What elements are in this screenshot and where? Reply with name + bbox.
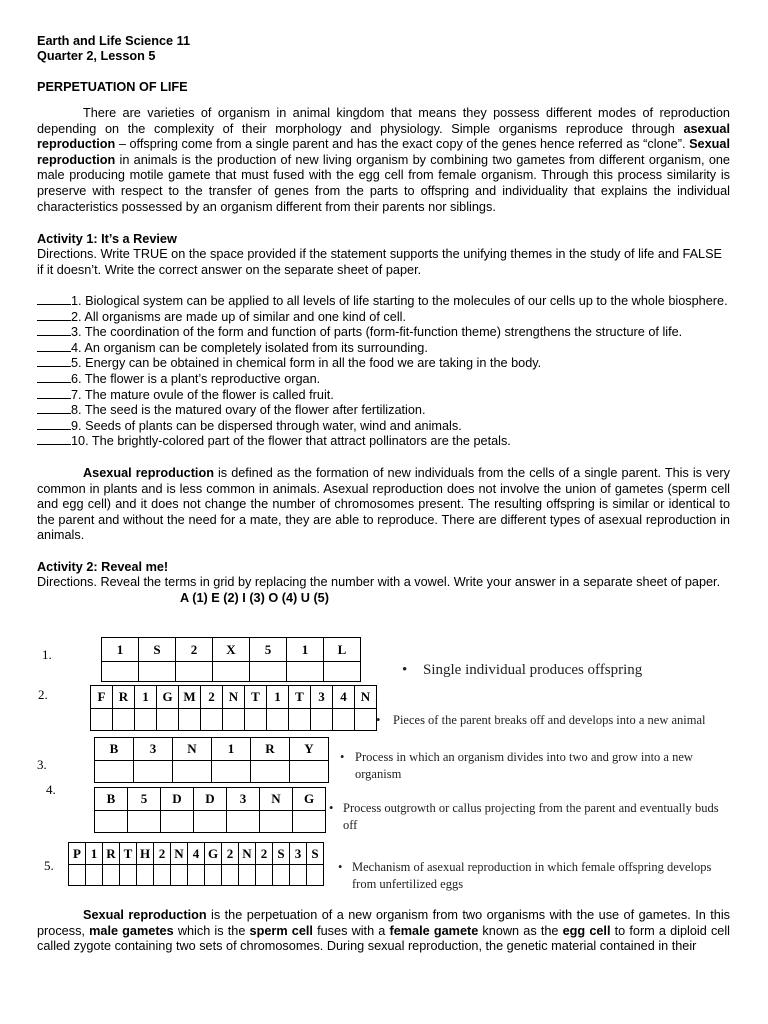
grid-letter-cell: 2	[201, 686, 223, 709]
list-item: 4. An organism can be completely isolated from its surrounding.	[37, 340, 737, 357]
grid-answer-cell[interactable]	[201, 709, 223, 731]
grid-answer-cell[interactable]	[102, 662, 139, 682]
grid-letter-cell: T	[289, 686, 311, 709]
grid-answer-cell[interactable]	[333, 709, 355, 731]
letter-grid-2	[90, 685, 377, 731]
answer-blank[interactable]	[37, 418, 71, 430]
activity2-directions: Directions. Reveal the terms in grid by replacing the number with a vowel. Write your answer in a separate sheet of paper.	[37, 575, 721, 589]
asexual-paragraph	[37, 466, 730, 544]
bullet-icon: •	[338, 860, 343, 874]
bullet-icon: •	[340, 750, 345, 764]
grid-answer-cell[interactable]	[250, 662, 287, 682]
grid-letter-cell: 3	[311, 686, 333, 709]
grid-letter-cell: S	[139, 638, 176, 662]
grid-answer-row	[69, 865, 324, 886]
quarter-heading: Quarter 2, Lesson 5	[37, 49, 156, 63]
list-item: 6. The flower is a plant’s reproductive organ.	[37, 371, 737, 388]
grid-answer-cell[interactable]	[194, 811, 227, 833]
grid-letter-cell: S	[273, 843, 290, 865]
grid-letter-cell: G	[205, 843, 222, 865]
answer-blank[interactable]	[37, 324, 71, 336]
definition-3: • Process in which an organism divides into two and grow into a new organism	[340, 750, 693, 781]
grid-letter-cell: T	[120, 843, 137, 865]
grid-answer-cell[interactable]	[213, 662, 250, 682]
bullet-icon: •	[376, 713, 381, 727]
grid-answer-cell[interactable]	[139, 662, 176, 682]
grid-letter-cell: 4	[188, 843, 205, 865]
grid-letter-cell: R	[103, 843, 120, 865]
grid-letter-cell: B	[95, 738, 134, 761]
grid-answer-cell[interactable]	[273, 865, 290, 886]
grid-answer-cell[interactable]	[307, 865, 324, 886]
grid-letter-cell: X	[213, 638, 250, 662]
grid-answer-row	[91, 709, 377, 731]
grid-letter-cell: 1	[86, 843, 103, 865]
grid-letter-cell: 2	[222, 843, 239, 865]
letter-grid-1	[101, 637, 361, 682]
grid-answer-cell[interactable]	[120, 865, 137, 886]
grid-letter-cell: 4	[333, 686, 355, 709]
grid-letter-cell: R	[251, 738, 290, 761]
definition-1: • Single individual produces offspring	[402, 662, 643, 678]
grid-answer-cell[interactable]	[69, 865, 86, 886]
grid-letter-cell: H	[137, 843, 154, 865]
asexual-bold: Asexual reproduction	[83, 466, 214, 480]
grid-answer-cell[interactable]	[293, 811, 326, 833]
grid-letter-cell: P	[69, 843, 86, 865]
list-item: 1. Biological system can be applied to all levels of life starting to the molecules of our cells up to the whole biosphere.	[37, 293, 737, 310]
list-item: 5. Energy can be obtained in chemical form in all the food we are taking in the body.	[37, 355, 737, 372]
definition-2: • Pieces of the parent breaks off and develops into a new animal	[376, 713, 706, 727]
grid-letter-cell: N	[355, 686, 377, 709]
grid-letter-cell: 3	[227, 788, 260, 811]
grid-letter-cell: 5	[128, 788, 161, 811]
grid-answer-row	[102, 662, 361, 682]
asexual-text: is defined as the formation of new individuals from the cells of a single parent. This is very common in plants and is less common in animals. Asexual reproduction does not involve the union of gametes (sperm cell and egg cell) and it does not change the number of chromosomes present. The resulting offspring is similar or identical to the parent and without the need for a mate, they are able to reproduce. There are different types of asexual reproduction in animals.	[37, 466, 731, 543]
grid-letter-cell: 2	[256, 843, 273, 865]
intro-text-3: in animals is the production of new living organism by combining two gametes from different organism, one male producing motile gamete that must fused with the egg cell from female organism. Through this process similarity is preserve with respect to the transfer of genes from the parts to offspring and individuality that explains the individual characteristics possessed by an organism different from their parents nor siblings.	[37, 152, 730, 214]
grid-letter-cell: G	[293, 788, 326, 811]
grid-answer-cell[interactable]	[91, 709, 113, 731]
grid-letter-cell: 1	[212, 738, 251, 761]
grid-answer-cell[interactable]	[205, 865, 222, 886]
subject-heading: Earth and Life Science 11	[37, 34, 191, 48]
grid-answer-cell[interactable]	[135, 709, 157, 731]
grid-answer-cell[interactable]	[355, 709, 377, 731]
grid-letter-cell: 1	[135, 686, 157, 709]
grid-letter-cell: N	[171, 843, 188, 865]
grid-answer-cell[interactable]	[113, 709, 135, 731]
puzzle-number: 2.	[38, 687, 48, 702]
grid-answer-cell[interactable]	[290, 865, 307, 886]
list-item: 9. Seeds of plants can be dispersed through water, wind and animals.	[37, 418, 737, 435]
grid-letter-row	[102, 638, 361, 662]
lesson-title: PERPETUATION OF LIFE	[37, 80, 188, 94]
grid-letter-cell: N	[260, 788, 293, 811]
grid-letter-cell: G	[157, 686, 179, 709]
activity1-title: Activity 1: It’s a Review	[37, 232, 177, 246]
intro-bold-sexual: Sexual reproduction	[37, 137, 730, 167]
answer-blank[interactable]	[37, 402, 71, 414]
grid-answer-row	[95, 761, 329, 783]
grid-answer-cell[interactable]	[222, 865, 239, 886]
grid-letter-row	[95, 788, 326, 811]
grid-letter-cell: L	[324, 638, 361, 662]
intro-paragraph	[37, 106, 730, 215]
grid-letter-cell: F	[91, 686, 113, 709]
grid-answer-cell[interactable]	[245, 709, 267, 731]
letter-grid-4	[94, 787, 326, 833]
intro-text-1: There are varieties of organism in animal kingdom that means they possess different modes of reproduction depending on the complexity of their morphology and physiology. Simple organisms reproduce through	[37, 106, 730, 136]
grid-answer-cell[interactable]	[176, 662, 213, 682]
grid-answer-cell[interactable]	[86, 865, 103, 886]
grid-answer-cell[interactable]	[256, 865, 273, 886]
grid-answer-cell[interactable]	[290, 761, 329, 783]
grid-letter-cell: 2	[176, 638, 213, 662]
answer-blank[interactable]	[37, 340, 71, 352]
bullet-icon: •	[402, 662, 408, 678]
puzzle-number: 4.	[46, 782, 56, 797]
grid-answer-cell[interactable]	[260, 811, 293, 833]
grid-letter-cell: M	[179, 686, 201, 709]
grid-letter-cell: Y	[290, 738, 329, 761]
list-item: 10. The brightly-colored part of the flower that attract pollinators are the petals.	[37, 433, 737, 450]
grid-answer-cell[interactable]	[154, 865, 171, 886]
bullet-icon: •	[329, 801, 334, 815]
grid-answer-cell[interactable]	[128, 811, 161, 833]
grid-answer-cell[interactable]	[267, 709, 289, 731]
grid-answer-cell[interactable]	[311, 709, 333, 731]
grid-letter-cell: N	[173, 738, 212, 761]
grid-answer-cell[interactable]	[171, 865, 188, 886]
grid-letter-row	[69, 843, 324, 865]
grid-letter-cell: N	[239, 843, 256, 865]
letter-grid-5	[68, 842, 324, 886]
grid-letter-cell: B	[95, 788, 128, 811]
grid-answer-cell[interactable]	[289, 709, 311, 731]
grid-answer-cell[interactable]	[161, 811, 194, 833]
puzzle-number: 3.	[37, 757, 47, 772]
grid-answer-cell[interactable]	[188, 865, 205, 886]
answer-blank[interactable]	[37, 309, 71, 321]
sexual-paragraph: Sexual reproduction is the perpetuation of a new organism from two organisms with the use of gametes. In this process, male gametes which is the sperm cell fuses with a female gamete known as the egg cell to form a diploid cell called zygote containing two sets of chromosomes. During sexual reproduction, the genetic material contained in their	[37, 908, 730, 954]
grid-answer-row	[95, 811, 326, 833]
puzzle-number: 5.	[44, 858, 54, 873]
grid-letter-cell: S	[307, 843, 324, 865]
grid-letter-cell: 5	[250, 638, 287, 662]
grid-answer-cell[interactable]	[212, 761, 251, 783]
grid-answer-cell[interactable]	[137, 865, 154, 886]
letter-grid-3	[94, 737, 329, 783]
grid-answer-cell[interactable]	[103, 865, 120, 886]
grid-letter-cell: D	[161, 788, 194, 811]
activity1-directions: Directions. Write TRUE on the space provided if the statement supports the unifying themes in the study of life and FALSE if it doesn’t. Write the correct answer on the separate sheet of paper.	[37, 247, 723, 277]
list-item: 7. The mature ovule of the flower is called fruit.	[37, 387, 737, 404]
grid-answer-cell[interactable]	[223, 709, 245, 731]
grid-letter-cell: T	[245, 686, 267, 709]
grid-answer-cell[interactable]	[227, 811, 260, 833]
grid-letter-cell: 1	[287, 638, 324, 662]
grid-letter-row	[95, 738, 329, 761]
grid-answer-cell[interactable]	[95, 811, 128, 833]
grid-letter-cell: D	[194, 788, 227, 811]
answer-blank[interactable]	[37, 387, 71, 399]
grid-letter-cell: 1	[267, 686, 289, 709]
grid-answer-cell[interactable]	[239, 865, 256, 886]
list-item: 2. All organisms are made up of similar and one kind of cell.	[37, 309, 737, 326]
answer-blank[interactable]	[37, 355, 71, 367]
grid-answer-cell[interactable]	[251, 761, 290, 783]
grid-answer-cell[interactable]	[173, 761, 212, 783]
list-item: 3. The coordination of the form and function of parts (form-fit-function theme) strengthens the structure of life.	[37, 324, 737, 341]
grid-answer-cell[interactable]	[324, 662, 361, 682]
activity2-title: Activity 2: Reveal me!	[37, 560, 169, 574]
grid-answer-cell[interactable]	[134, 761, 173, 783]
puzzle-number: 1.	[42, 647, 52, 662]
grid-letter-cell: R	[113, 686, 135, 709]
grid-answer-cell[interactable]	[95, 761, 134, 783]
answer-blank[interactable]	[37, 433, 71, 445]
answer-blank[interactable]	[37, 371, 71, 383]
definition-5: • Mechanism of asexual reproduction in which female offspring develops from unfertilized eggs	[338, 860, 712, 891]
grid-letter-cell: 3	[134, 738, 173, 761]
grid-answer-cell[interactable]	[157, 709, 179, 731]
grid-letter-cell: 1	[102, 638, 139, 662]
grid-letter-cell: 2	[154, 843, 171, 865]
intro-text-2: – offspring come from a single parent and has the exact copy of the genes hence referred as “clone”.	[115, 137, 690, 152]
grid-letter-cell: 3	[290, 843, 307, 865]
list-item: 8. The seed is the matured ovary of the flower after fertilization.	[37, 402, 737, 419]
grid-letter-cell: N	[223, 686, 245, 709]
definition-4: • Process outgrowth or callus projecting from the parent and eventually buds off	[329, 801, 719, 832]
intro-bold-asexual: asexual reproduction	[37, 121, 730, 152]
grid-letter-row	[91, 686, 377, 709]
vowel-key: A (1) E (2) I (3) O (4) U (5)	[180, 591, 329, 605]
answer-blank[interactable]	[37, 293, 71, 305]
grid-answer-cell[interactable]	[287, 662, 324, 682]
grid-answer-cell[interactable]	[179, 709, 201, 731]
